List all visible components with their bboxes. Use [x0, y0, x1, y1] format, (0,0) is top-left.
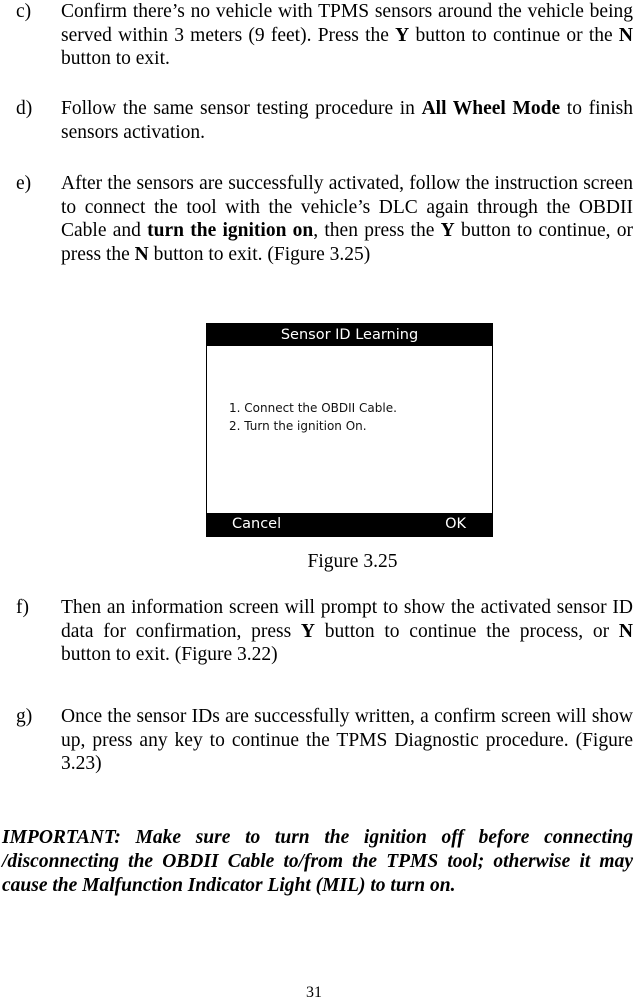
screen-instructions: [229, 399, 397, 435]
step-c: [16, 0, 633, 71]
step-c-label: c): [16, 1, 32, 22]
step-g-text: Once the sensor IDs are successfully written, a confirm screen will show up, press any key to continue the TPMS Diagnostic procedure. (Figure 3.23): [61, 706, 633, 774]
step-d: [16, 97, 633, 144]
step-f-text: Then an information screen will prompt to show the activated sensor ID data for confirmation, press Y button to continue the process, or N button to exit. (Figure 3.22): [61, 597, 633, 665]
step-e-label: e): [16, 173, 32, 194]
step-f-label: f): [16, 597, 29, 618]
screen-title: Sensor ID Learning: [207, 324, 492, 346]
page-number: 31: [306, 984, 322, 1001]
step-c-text: Confirm there’s no vehicle with TPMS sensors around the vehicle being served within 3 meters (9 feet). Press the Y button to continue or the N button to exit.: [61, 1, 633, 69]
device-screen-figure: [206, 323, 493, 537]
important-notice: IMPORTANT: Make sure to turn the ignition off before connecting /disconnecting the OBDII Cable to/from the TPMS tool; otherwise it may cause the Malfunction Indicator Light (MIL) to turn on.: [2, 827, 633, 896]
screen-line-1: 1. Connect the OBDII Cable.: [229, 401, 397, 415]
step-d-text: Follow the same sensor testing procedure in All Wheel Mode to finish sensors activation.: [61, 98, 633, 143]
ok-softkey[interactable]: OK: [445, 516, 466, 532]
step-e-text: After the sensors are successfully activated, follow the instruction screen to connect the tool with the vehicle’s DLC again through the OBDII Cable and turn the ignition on, then press the Y button to continue, or press the N button to exit. (Figure 3.25): [61, 173, 633, 265]
step-d-label: d): [16, 98, 33, 119]
step-g-label: g): [16, 706, 33, 727]
cancel-softkey[interactable]: Cancel: [232, 516, 282, 532]
step-e: [16, 172, 633, 266]
figure-caption: Figure 3.25: [307, 551, 398, 572]
step-f: [16, 596, 633, 667]
step-g: [16, 705, 633, 776]
screen-line-2: 2. Turn the ignition On.: [229, 419, 367, 433]
screen-softkey-bar: [207, 513, 492, 536]
